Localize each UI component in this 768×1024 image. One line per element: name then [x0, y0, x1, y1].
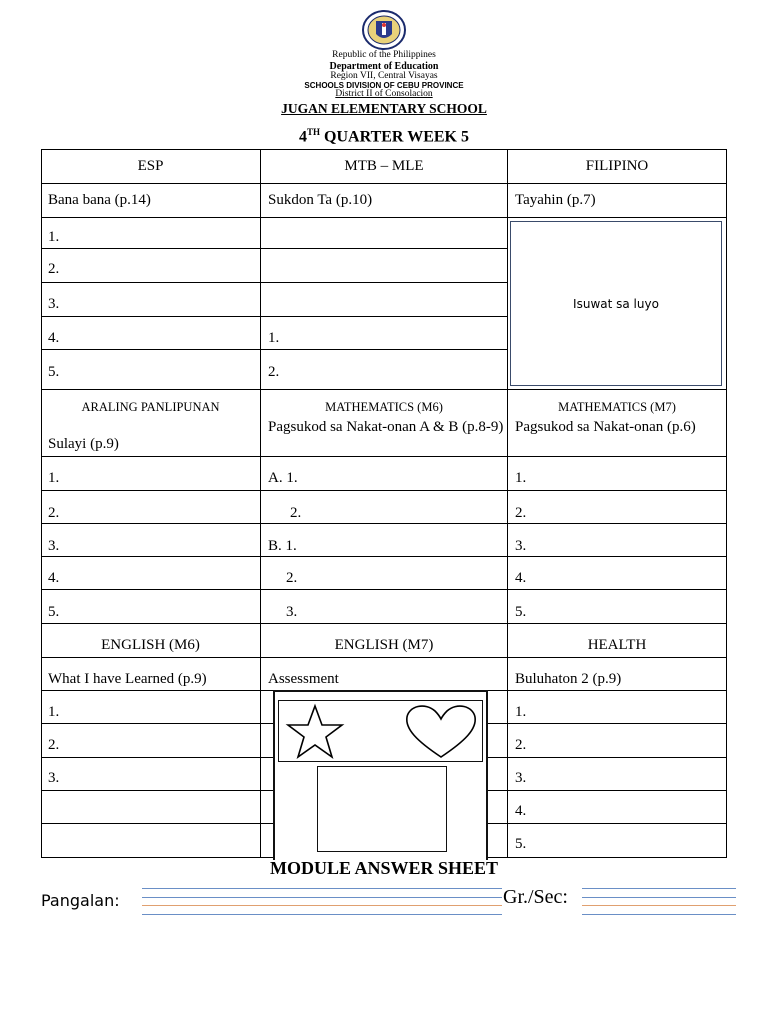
- header-mtb: MTB – MLE: [344, 158, 424, 174]
- math-m6-item: 2.: [290, 505, 302, 521]
- english-m6-title: What I have Learned (p.9): [48, 671, 207, 687]
- mtb-title: Sukdon Ta (p.10): [268, 192, 373, 208]
- ap-title: Sulayi (p.9): [48, 436, 119, 452]
- name-field[interactable]: [142, 888, 502, 916]
- math-m6-title: Pagsukod sa Nakat-onan A & B (p.8-9): [268, 419, 504, 435]
- math-m7-item: 2.: [515, 505, 527, 521]
- header-english-m7: ENGLISH (M7): [334, 637, 434, 653]
- ap-item: 4.: [48, 570, 60, 586]
- math-m6-item: B. 1.: [268, 538, 297, 554]
- header-english-m6: ENGLISH (M6): [101, 637, 200, 653]
- name-label: Pangalan:: [41, 891, 120, 910]
- star-icon: [285, 703, 345, 761]
- header-esp: ESP: [137, 158, 164, 174]
- header-araling-panlipunan: ARALING PANLIPUNAN: [81, 399, 220, 414]
- header-mathematics-m7: MATHEMATICS (M7): [558, 399, 676, 414]
- math-m6-item: 2.: [286, 570, 298, 586]
- ap-item: 1.: [48, 470, 60, 486]
- filipino-title: Tayahin (p.7): [515, 192, 596, 208]
- answer-box-label: Isuwat sa luyo: [573, 296, 659, 311]
- math-m6-item: A. 1.: [268, 470, 298, 486]
- district-line: District II of Consolacion: [335, 89, 433, 99]
- shapes-frame: [278, 700, 483, 762]
- ap-item: 5.: [48, 604, 60, 620]
- module-answer-sheet-title: MODULE ANSWER SHEET: [269, 858, 499, 878]
- math-m7-title: Pagsukod sa Nakat-onan (p.6): [515, 419, 696, 435]
- esp-item: 4.: [48, 329, 60, 346]
- school-name: JUGAN ELEMENTARY SCHOOL: [281, 101, 487, 116]
- division-line: SCHOOLS DIVISION OF CEBU PROVINCE: [304, 81, 464, 90]
- grade-section-field[interactable]: [582, 888, 736, 916]
- health-item: 1.: [515, 704, 527, 720]
- math-m7-item: 4.: [515, 570, 527, 586]
- mtb-item: 1.: [268, 329, 280, 346]
- deped-seal-icon: [361, 10, 407, 50]
- republic-line: Republic of the Philippines: [332, 50, 436, 60]
- english-m6-item: 3.: [48, 770, 60, 786]
- grade-section-label: Gr./Sec:: [503, 886, 568, 908]
- esp-item: 5.: [48, 363, 60, 380]
- health-title: Buluhaton 2 (p.9): [515, 671, 622, 687]
- header-filipino: FILIPINO: [585, 158, 649, 174]
- health-item: 2.: [515, 737, 527, 753]
- math-m6-item: 3.: [286, 604, 298, 620]
- ap-item: 2.: [48, 505, 60, 521]
- math-m7-item: 5.: [515, 604, 527, 620]
- english-m7-title: Assessment: [268, 671, 339, 687]
- header-mathematics-m6: MATHEMATICS (M6): [325, 399, 443, 414]
- header-health: HEALTH: [587, 637, 647, 653]
- quarter-title: 4TH QUARTER WEEK 5: [299, 127, 469, 146]
- math-m7-item: 1.: [515, 470, 527, 486]
- heart-icon: [403, 703, 479, 761]
- english-m6-item: 1.: [48, 704, 60, 720]
- health-item: 4.: [515, 803, 527, 819]
- assessment-drawing-panel: [273, 690, 488, 860]
- health-item: 3.: [515, 770, 527, 786]
- filipino-answer-box: [510, 221, 722, 386]
- english-m6-item: 2.: [48, 737, 60, 753]
- drawing-box: [317, 766, 447, 852]
- ap-item: 3.: [48, 538, 60, 554]
- department-line: Department of Education: [329, 61, 439, 72]
- region-line: Region VII, Central Visayas: [330, 71, 438, 81]
- esp-item: 2.: [48, 260, 60, 277]
- math-m7-item: 3.: [515, 538, 527, 554]
- mtb-item: 2.: [268, 363, 280, 380]
- health-item: 5.: [515, 836, 527, 852]
- esp-item: 1.: [48, 228, 60, 245]
- esp-title: Bana bana (p.14): [48, 192, 151, 208]
- esp-item: 3.: [48, 295, 60, 312]
